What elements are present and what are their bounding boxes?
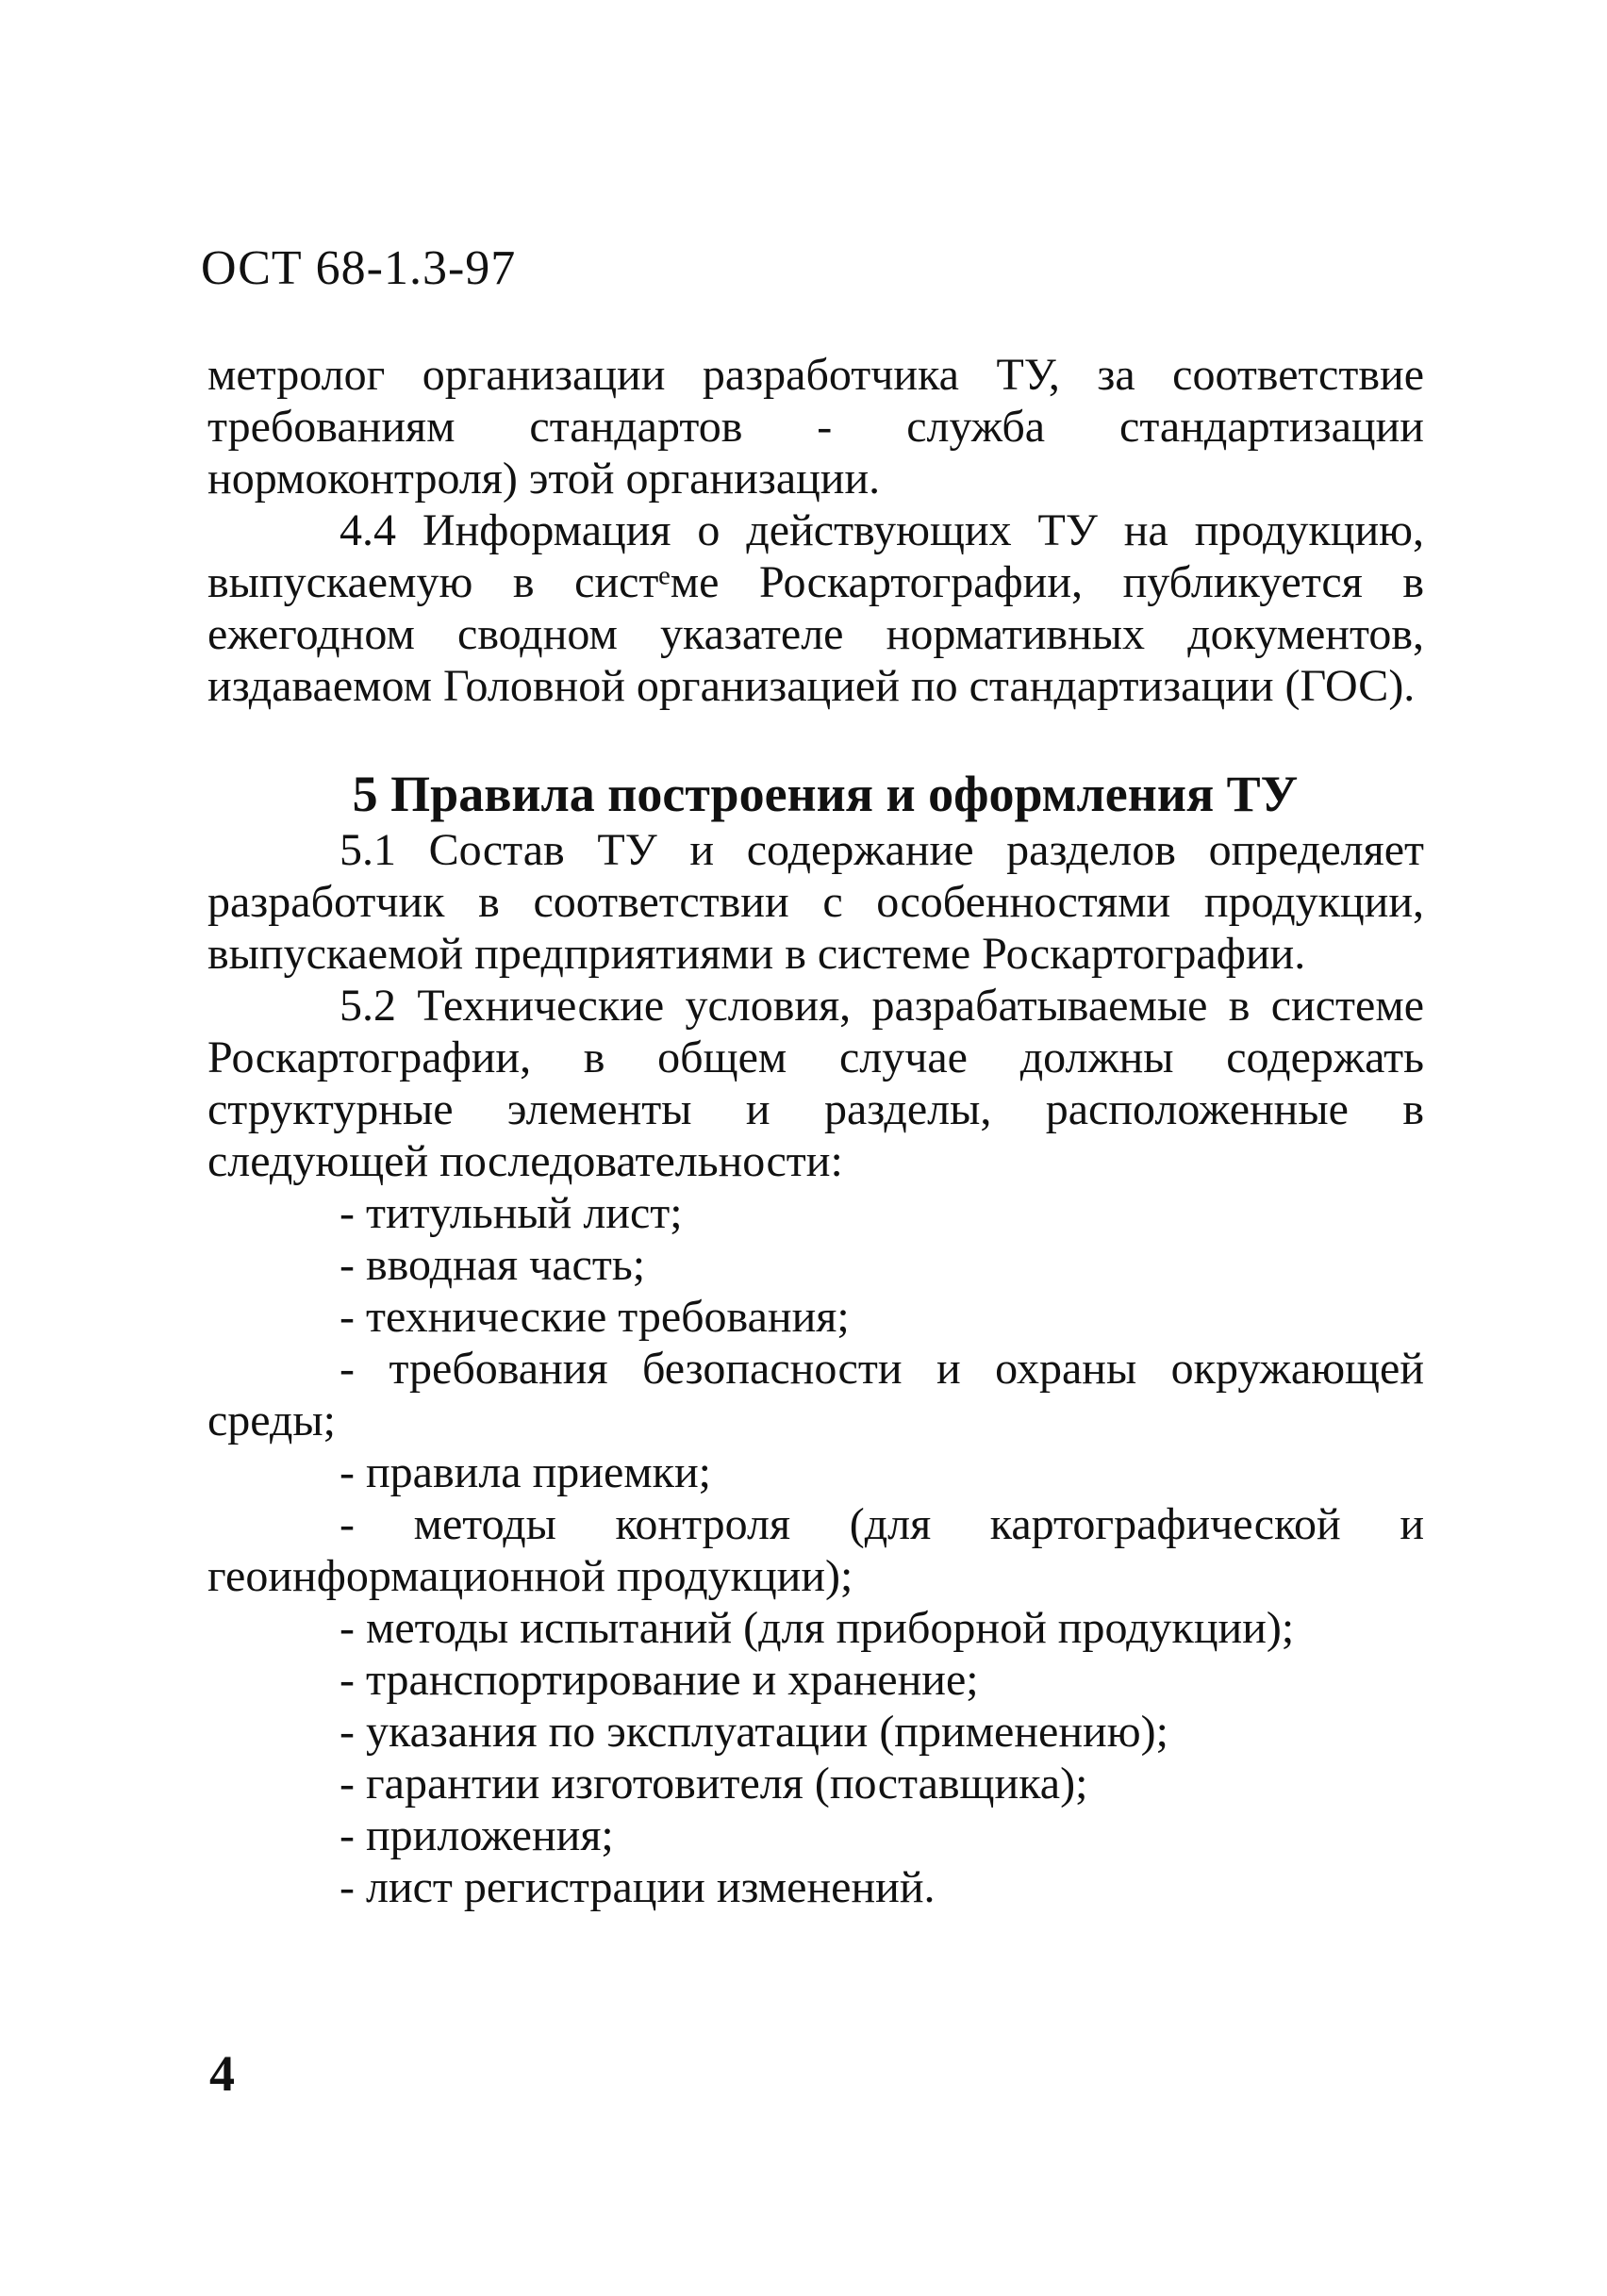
list-item: - методы контроля (для картографической и геоинформационной продукции); bbox=[207, 1499, 1424, 1601]
section-5-heading: 5 Правила построения и оформления ТУ bbox=[352, 766, 1299, 822]
list-item: - гарантии изготовителя (поставщика); bbox=[340, 1759, 1088, 1809]
page-body bbox=[207, 349, 1424, 1913]
list-item: - лист регистрации изменений. bbox=[340, 1862, 936, 1912]
list-item: - указания по эксплуатации (применению); bbox=[340, 1707, 1168, 1757]
paragraph-4-4: 4.4 Информация о действующих ТУ на продукцию, выпускаемую в систᵉме Роскартографии, публикуется в ежегодном сводном указателе нормативных документов, издаваемом Головной организацией по стандартизации (ГОС). bbox=[207, 505, 1424, 711]
document-code: ОСТ 68-1.3-97 bbox=[201, 241, 517, 295]
list-item: - правила приемки; bbox=[340, 1447, 711, 1497]
paragraph-continuation: метролог организации разработчика ТУ, за соответствие требованиям стандартов - служба стандартизации нормоконтроля) этой организации. bbox=[207, 350, 1424, 504]
list-item: - технические требования; bbox=[340, 1292, 850, 1342]
paragraph-5-2: 5.2 Технические условия, разрабатываемые в системе Роскартографии, в общем случае должны содержать структурные элементы и разделы, расположенные в следующей последовательности: bbox=[207, 981, 1424, 1186]
list-item: - транспортирование и хранение; bbox=[340, 1655, 979, 1705]
page-number: 4 bbox=[209, 2045, 235, 2102]
list-item: - приложения; bbox=[340, 1810, 614, 1860]
structure-list bbox=[207, 1187, 1424, 1913]
list-item: - методы испытаний (для приборной продукции); bbox=[340, 1603, 1295, 1653]
list-item: - титульный лист; bbox=[340, 1188, 683, 1238]
list-item: - вводная часть; bbox=[340, 1240, 646, 1290]
list-item: - требования безопасности и охраны окружающей среды; bbox=[207, 1344, 1424, 1445]
paragraph-5-1: 5.1 Состав ТУ и содержание разделов определяет разработчик в соответствии с особенностями продукции, выпускаемой предприятиями в системе Роскартографии. bbox=[207, 825, 1424, 979]
